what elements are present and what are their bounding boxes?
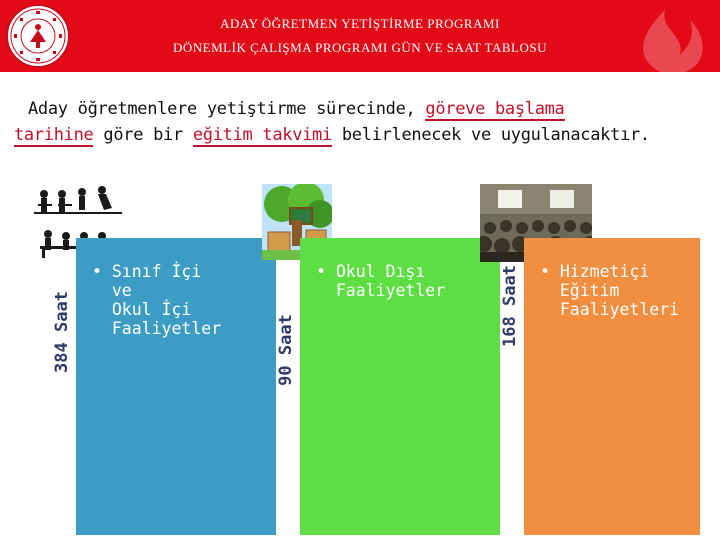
- intro-highlight: göreve başlama: [425, 99, 565, 119]
- column-outside-school: [300, 238, 500, 535]
- intro-text: göre bir: [93, 125, 193, 145]
- ministry-logo: [6, 4, 70, 68]
- intro-text: belirlenecek ve uygulanacaktır.: [331, 125, 650, 145]
- column-inservice-text: • Hizmetiçi Eğitim Faaliyetleri: [540, 262, 680, 319]
- header-band: [0, 0, 720, 72]
- flame-decoration-icon: [590, 0, 720, 72]
- column-classroom-text: • Sınıf İçi ve Okul İçi Faaliyetler: [92, 262, 222, 338]
- header-title-line2: DÖNEMLİK ÇALIŞMA PROGRAMI GÜN VE SAAT TABLOSU: [173, 40, 547, 55]
- column-classroom: [76, 238, 276, 535]
- intro-highlight: eğitim takvimi: [192, 125, 332, 145]
- intro-text: Aday öğretmenlere yetiştirme sürecinde,: [28, 99, 426, 119]
- hours-label-168: 168 Saat: [500, 265, 520, 347]
- intro-highlight: tarihine: [14, 125, 94, 145]
- column-outside-school-text: • Okul Dışı Faaliyetler: [316, 262, 446, 300]
- intro-paragraph: [14, 96, 714, 148]
- hours-label-90: 90 Saat: [276, 314, 296, 386]
- hours-label-384: 384 Saat: [52, 291, 72, 373]
- intro-line1: [14, 96, 714, 122]
- column-inservice: [524, 238, 700, 535]
- header-title-line1: ADAY ÖĞRETMEN YETİŞTİRME PROGRAMI: [220, 16, 500, 31]
- intro-line2: [14, 122, 714, 148]
